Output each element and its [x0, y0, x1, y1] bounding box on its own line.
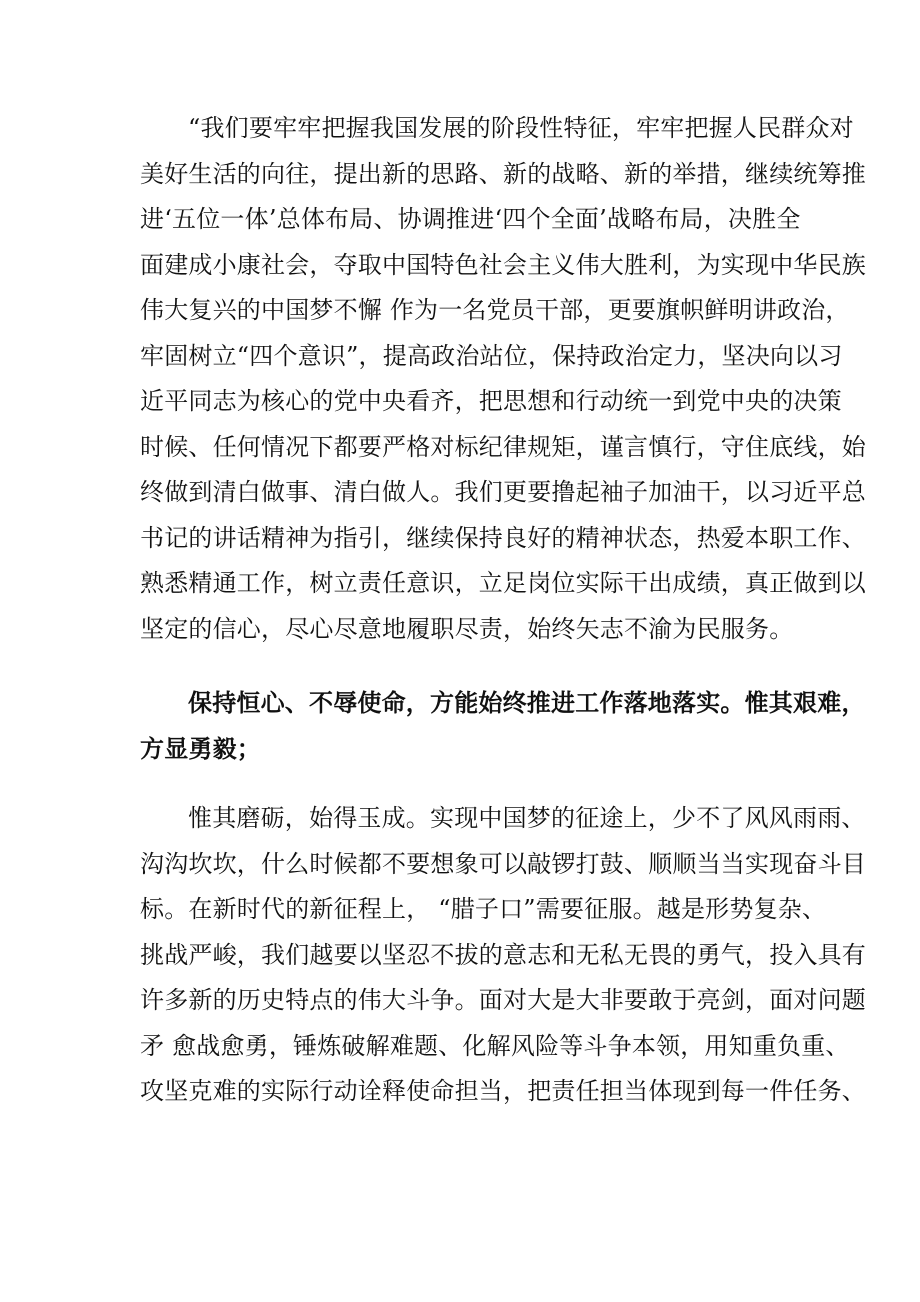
paragraph-line: 进‘五位一体’总体布局、协调推进‘四个全面’战略布局，决胜全 [140, 205, 801, 233]
paragraph-line: 面建成小康社会，夺取中国特色社会主义伟大胜利，为实现中华民族 [140, 250, 866, 279]
paragraph-line: 方显勇毅； [140, 733, 261, 763]
paragraph-line: 坚定的信心，尽心尽意地履职尽责，始终矢志不渝为民服务。 [140, 614, 794, 643]
paragraph-line: 书记的讲话精神为指引，继续保持良好的精神状态，热爱本职工作、 [140, 523, 866, 552]
paragraph-2-heading [140, 680, 866, 771]
paragraph-line: 惟其磨砺，始得玉成。实现中国梦的征途上，少不了风风雨雨、 [188, 804, 866, 832]
paragraph-line: 近平同志为核心的党中央看齐，把思想和行动统一到党中央的决策 [140, 387, 842, 415]
paragraph-line: 标。在新时代的新征程上， “腊子口”需要征服。越是形势复杂、 [140, 895, 827, 923]
paragraph-line: 终做到清白做事、清白做人。我们更要撸起袖子加油干，以习近平总 [140, 478, 866, 506]
paragraph-line: 保持恒心、不辱使命，方能始终推进工作落地落实。惟其艰难， [188, 688, 866, 717]
paragraph-line: 许多新的历史特点的伟大斗争。面对大是大非要敢于亮剑，面对问题 [140, 986, 866, 1014]
paragraph-line: 攻坚克难的实际行动诠释使命担当，把责任担当体现到每一件任务、 [140, 1077, 866, 1105]
paragraph-line: 矛 愈战愈勇，锤炼破解难题、化解风险等斗争本领，用知重负重、 [140, 1031, 850, 1060]
paragraph-line: 沟沟坎坎，什么时候都不要想象可以敲锣打鼓、顺顺当当实现奋斗目 [140, 849, 866, 878]
paragraph-line: 熟悉精通工作，树立责任意识，立足岗位实际干出成绩，真正做到以 [140, 569, 866, 597]
paragraph-line: 挑战严峻，我们越要以坚忍不拔的意志和无私无畏的勇气，投入具有 [140, 940, 866, 969]
paragraph-3 [140, 796, 866, 1115]
paragraph-line: 美好生活的向往，提出新的思路、新的战略、新的举措，继续统筹推 [140, 159, 866, 188]
paragraph-line: 伟大复兴的中国梦不懈 作为一名党员干部，更要旗帜鲜明讲政治， [140, 296, 850, 324]
paragraph-1 [140, 106, 866, 652]
paragraph-line: 牢固树立“四个意识”，提高政治站位，保持政治定力，坚决向以习 [140, 341, 843, 370]
paragraph-line: 时候、任何情况下都要严格对标纪律规矩，谨言慎行，守住底线，始 [140, 432, 866, 461]
paragraph-line: “我们要牢牢把握我国发展的阶段性特征，牢牢把握人民群众对 [188, 114, 854, 142]
